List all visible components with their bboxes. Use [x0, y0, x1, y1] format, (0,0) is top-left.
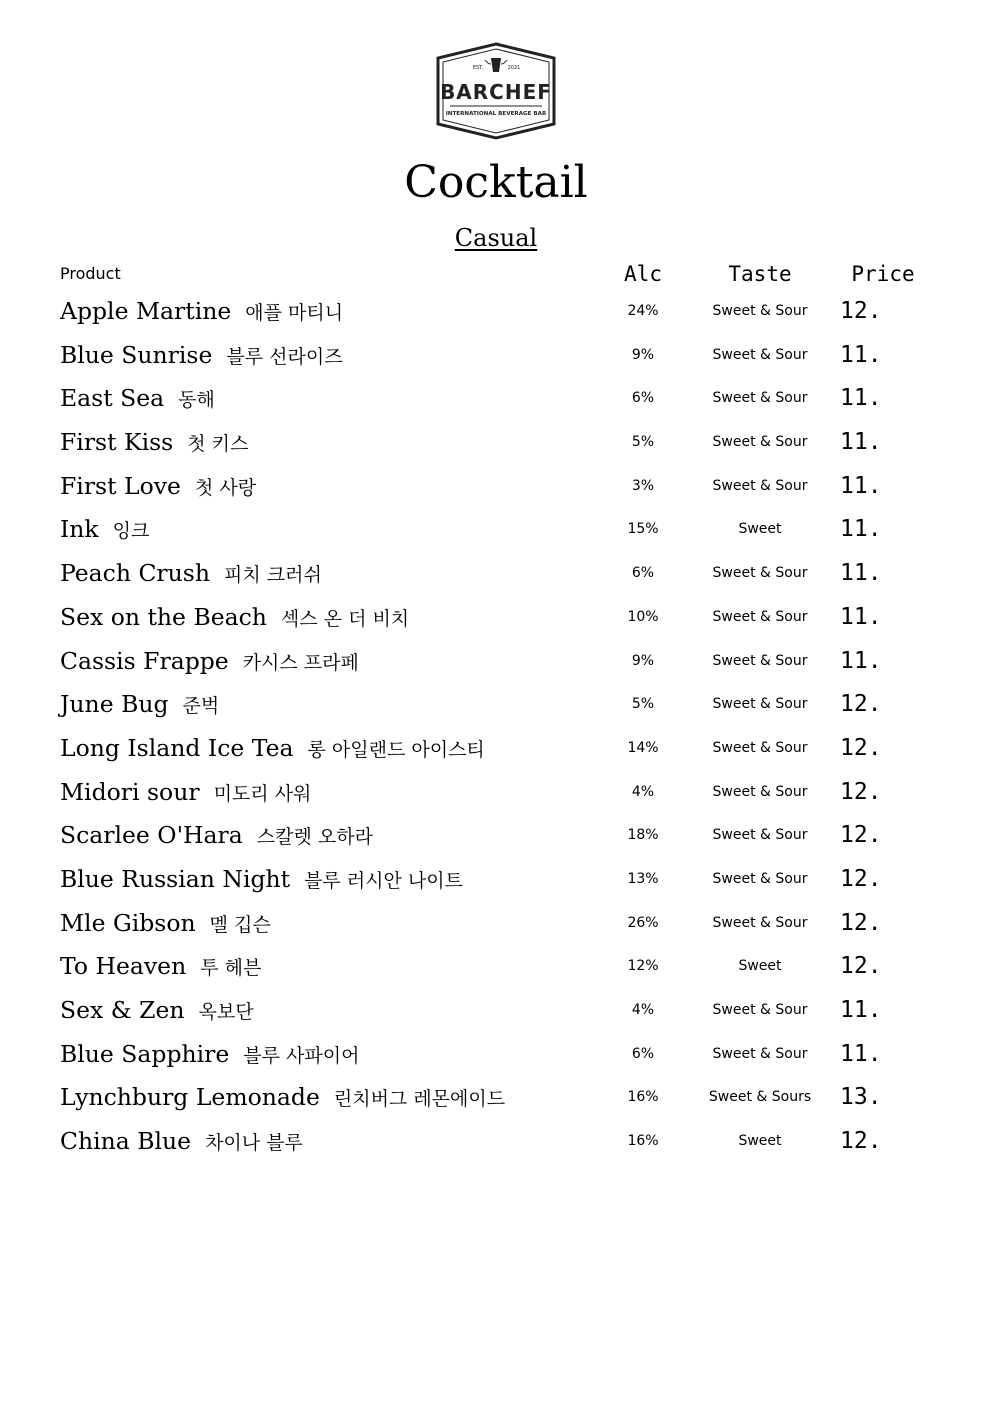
cocktail-name [60, 425, 248, 461]
cocktail-name-korean: 피치 크러쉬 [224, 564, 322, 587]
cocktail-name-english: Apple Martine [60, 297, 232, 325]
list-item [0, 683, 992, 727]
cocktail-taste: Sweet & Sour [712, 390, 808, 407]
cocktail-name-english: Blue Russian Night [60, 864, 291, 893]
cocktail-taste: Sweet & Sour [712, 346, 808, 363]
cocktail-alc: 10% [627, 608, 659, 625]
cocktail-taste: Sweet & Sour [712, 434, 808, 451]
cocktail-name-korean: 카시스 프라페 [242, 651, 359, 674]
cocktail-price: 12. [840, 865, 882, 892]
cocktail-name-korean: 블루 러시안 나이트 [304, 869, 463, 892]
cocktail-taste: Sweet & Sour [712, 565, 808, 582]
logo-badge [436, 42, 556, 140]
cocktail-taste: Sweet [738, 958, 782, 975]
cocktail-name-korean: 동해 [178, 389, 215, 412]
cocktail-name-english: Long Island Ice Tea [60, 733, 294, 762]
cocktail-name-english: Lynchburg Lemonade [60, 1083, 320, 1112]
cocktail-name-korean: 롱 아일랜드 아이스티 [307, 738, 485, 761]
column-header-price: Price [851, 262, 915, 286]
cocktail-name [60, 775, 311, 811]
cocktail-name-english: Blue Sunrise [60, 340, 213, 369]
cocktail-name-english: Sex on the Beach [60, 602, 267, 631]
cocktail-name [60, 731, 485, 767]
list-item [0, 1033, 992, 1077]
cocktail-alc: 3% [631, 477, 655, 494]
cocktail-name [60, 1080, 505, 1116]
cocktail-name [60, 338, 343, 374]
list-item [0, 596, 992, 640]
cocktail-name [60, 1124, 303, 1160]
cocktail-alc: 6% [631, 565, 655, 582]
cocktail-name-korean: 섹스 온 더 비치 [280, 607, 410, 630]
cocktail-name-korean: 준벅 [182, 695, 220, 718]
cocktail-price: 12. [840, 298, 882, 324]
list-item [0, 421, 992, 465]
cocktail-name [60, 469, 256, 505]
cocktail-alc: 26% [627, 914, 659, 931]
cocktail-name-korean: 첫 사랑 [194, 476, 257, 499]
cocktail-alc: 6% [631, 1045, 655, 1062]
logo-brand: BARCHEF [440, 80, 552, 104]
logo-est-right: 2021 [507, 65, 521, 71]
cocktail-alc: 18% [627, 827, 659, 844]
column-header-taste: Taste [728, 262, 792, 286]
column-header-product: Product [60, 264, 121, 283]
cocktail-name [60, 906, 271, 942]
list-item [0, 771, 992, 815]
cocktail-name [60, 294, 343, 330]
list-item [0, 1120, 992, 1164]
cocktail-price: 11. [840, 429, 882, 456]
cocktail-alc: 5% [631, 434, 655, 451]
list-item [0, 902, 992, 946]
list-item [0, 945, 992, 989]
cocktail-name-korean: 스칼렛 오하라 [256, 826, 373, 849]
cocktail-price: 12. [840, 909, 882, 936]
cocktail-taste: Sweet & Sour [712, 477, 808, 494]
cocktail-alc: 9% [631, 346, 655, 363]
cocktail-alc: 12% [627, 958, 659, 975]
cocktail-price: 11. [840, 997, 882, 1023]
cocktail-price: 11. [840, 385, 882, 412]
cocktail-taste: Sweet & Sour [712, 783, 808, 800]
cocktail-taste: Sweet & Sour [712, 827, 808, 844]
cocktail-taste: Sweet & Sour [712, 608, 808, 625]
cocktail-name-english: June Bug [60, 690, 169, 719]
cocktail-taste: Sweet & Sour [712, 303, 808, 319]
cocktail-taste: Sweet & Sour [712, 1002, 808, 1018]
list-item [0, 508, 992, 552]
cocktail-name-english: First Kiss [60, 428, 174, 457]
cocktail-price: 11. [840, 1040, 882, 1067]
cocktail-taste: Sweet & Sour [712, 739, 808, 756]
cocktail-alc: 14% [627, 739, 659, 756]
cocktail-name-korean: 애플 마티니 [245, 302, 344, 324]
cocktail-name-english: Peach Crush [60, 559, 210, 588]
cocktail-price: 12. [840, 734, 882, 761]
cocktail-name [60, 949, 261, 985]
cocktail-name [60, 600, 409, 636]
cocktail-name-korean: 옥보단 [198, 1001, 254, 1023]
cocktail-alc: 13% [627, 870, 659, 887]
barchef-logo [436, 42, 556, 140]
cocktail-price: 12. [840, 953, 882, 980]
cocktail-name-korean: 첫 키스 [187, 433, 249, 456]
cocktail-name [60, 512, 149, 548]
cocktail-name-english: Midori sour [60, 777, 200, 806]
list-item [0, 814, 992, 858]
list-item [0, 727, 992, 771]
cocktail-price: 11. [840, 472, 882, 499]
cocktail-name [60, 1037, 359, 1073]
cocktail-alc: 16% [627, 1133, 659, 1150]
cocktail-alc: 15% [627, 521, 659, 538]
cocktail-price: 12. [840, 822, 882, 849]
cocktail-price: 12. [840, 691, 882, 718]
cocktail-name-korean: 린치버그 레몬에이드 [333, 1088, 506, 1111]
cocktail-name-english: Ink [60, 515, 99, 544]
cocktail-alc: 4% [631, 783, 655, 800]
cocktail-name-korean: 투 헤븐 [200, 957, 262, 980]
cocktail-name-english: First Love [60, 471, 181, 500]
cocktail-name [60, 644, 359, 680]
cocktail-price: 12. [840, 1128, 882, 1155]
cocktail-name [60, 556, 322, 592]
cocktail-name-english: Mle Gibson [60, 908, 196, 937]
list-item [0, 290, 992, 334]
cocktail-price: 12. [840, 778, 882, 805]
cocktail-alc: 4% [631, 1002, 655, 1018]
cocktail-alc: 9% [631, 652, 655, 669]
cocktail-name [60, 818, 373, 854]
cocktail-price: 11. [840, 603, 882, 630]
cocktail-alc: 16% [627, 1089, 659, 1106]
logo-est-left: EST. [472, 65, 484, 71]
list-item [0, 334, 992, 378]
cocktail-taste: Sweet & Sour [712, 870, 808, 887]
page-title: Cocktail [404, 157, 588, 208]
cocktail-taste: Sweet & Sour [712, 696, 808, 713]
cocktail-name-english: Scarlee O'Hara [60, 821, 243, 850]
cocktail-name-korean: 미도리 사워 [213, 782, 312, 805]
cocktail-taste: Sweet & Sours [708, 1089, 812, 1106]
cocktail-price: 11. [840, 516, 882, 543]
list-item [0, 640, 992, 684]
cocktail-taste: Sweet & Sour [712, 1045, 808, 1062]
cocktail-taste: Sweet & Sour [712, 652, 808, 669]
list-item [0, 465, 992, 509]
cocktail-name-english: Sex & Zen [60, 996, 185, 1024]
cocktail-alc: 5% [631, 696, 655, 713]
list-item [0, 1076, 992, 1120]
cocktail-price: 11. [840, 341, 882, 368]
cocktail-name [60, 687, 219, 723]
cocktail-name-english: Blue Sapphire [60, 1039, 230, 1068]
cocktail-taste: Sweet [738, 1133, 782, 1150]
logo-tagline: INTERNATIONAL BEVERAGE BAR [445, 111, 547, 117]
list-item [0, 552, 992, 596]
cocktail-alc: 6% [631, 390, 655, 407]
cocktail-name [60, 993, 254, 1029]
cocktail-name-korean: 블루 사파이어 [243, 1044, 360, 1067]
cocktail-list [0, 290, 992, 1164]
cocktail-alc: 24% [627, 303, 659, 319]
cocktail-name-korean: 차이나 블루 [205, 1132, 303, 1155]
cocktail-name [60, 381, 215, 417]
section-subtitle [0, 223, 992, 253]
list-item [0, 989, 992, 1033]
column-header-alc: Alc [624, 262, 662, 286]
cocktail-name-english: China Blue [60, 1127, 192, 1156]
cocktail-name [60, 862, 463, 898]
cocktail-name-english: East Sea [60, 384, 165, 413]
cocktail-price: 11. [840, 560, 882, 587]
cocktail-taste: Sweet [738, 521, 782, 538]
cocktail-name-english: Cassis Frappe [60, 646, 229, 675]
cocktail-price: 13. [840, 1084, 882, 1111]
cocktail-name-english: To Heaven [60, 952, 187, 981]
cocktail-price: 11. [840, 647, 882, 674]
cocktail-name-korean: 블루 선라이즈 [226, 345, 343, 368]
list-item [0, 377, 992, 421]
section-subtitle-text: Casual [454, 224, 538, 252]
cocktail-name-korean: 멜 깁슨 [209, 913, 271, 936]
cocktail-taste: Sweet & Sour [712, 914, 808, 931]
cocktail-name-korean: 잉크 [112, 520, 150, 543]
list-item [0, 858, 992, 902]
